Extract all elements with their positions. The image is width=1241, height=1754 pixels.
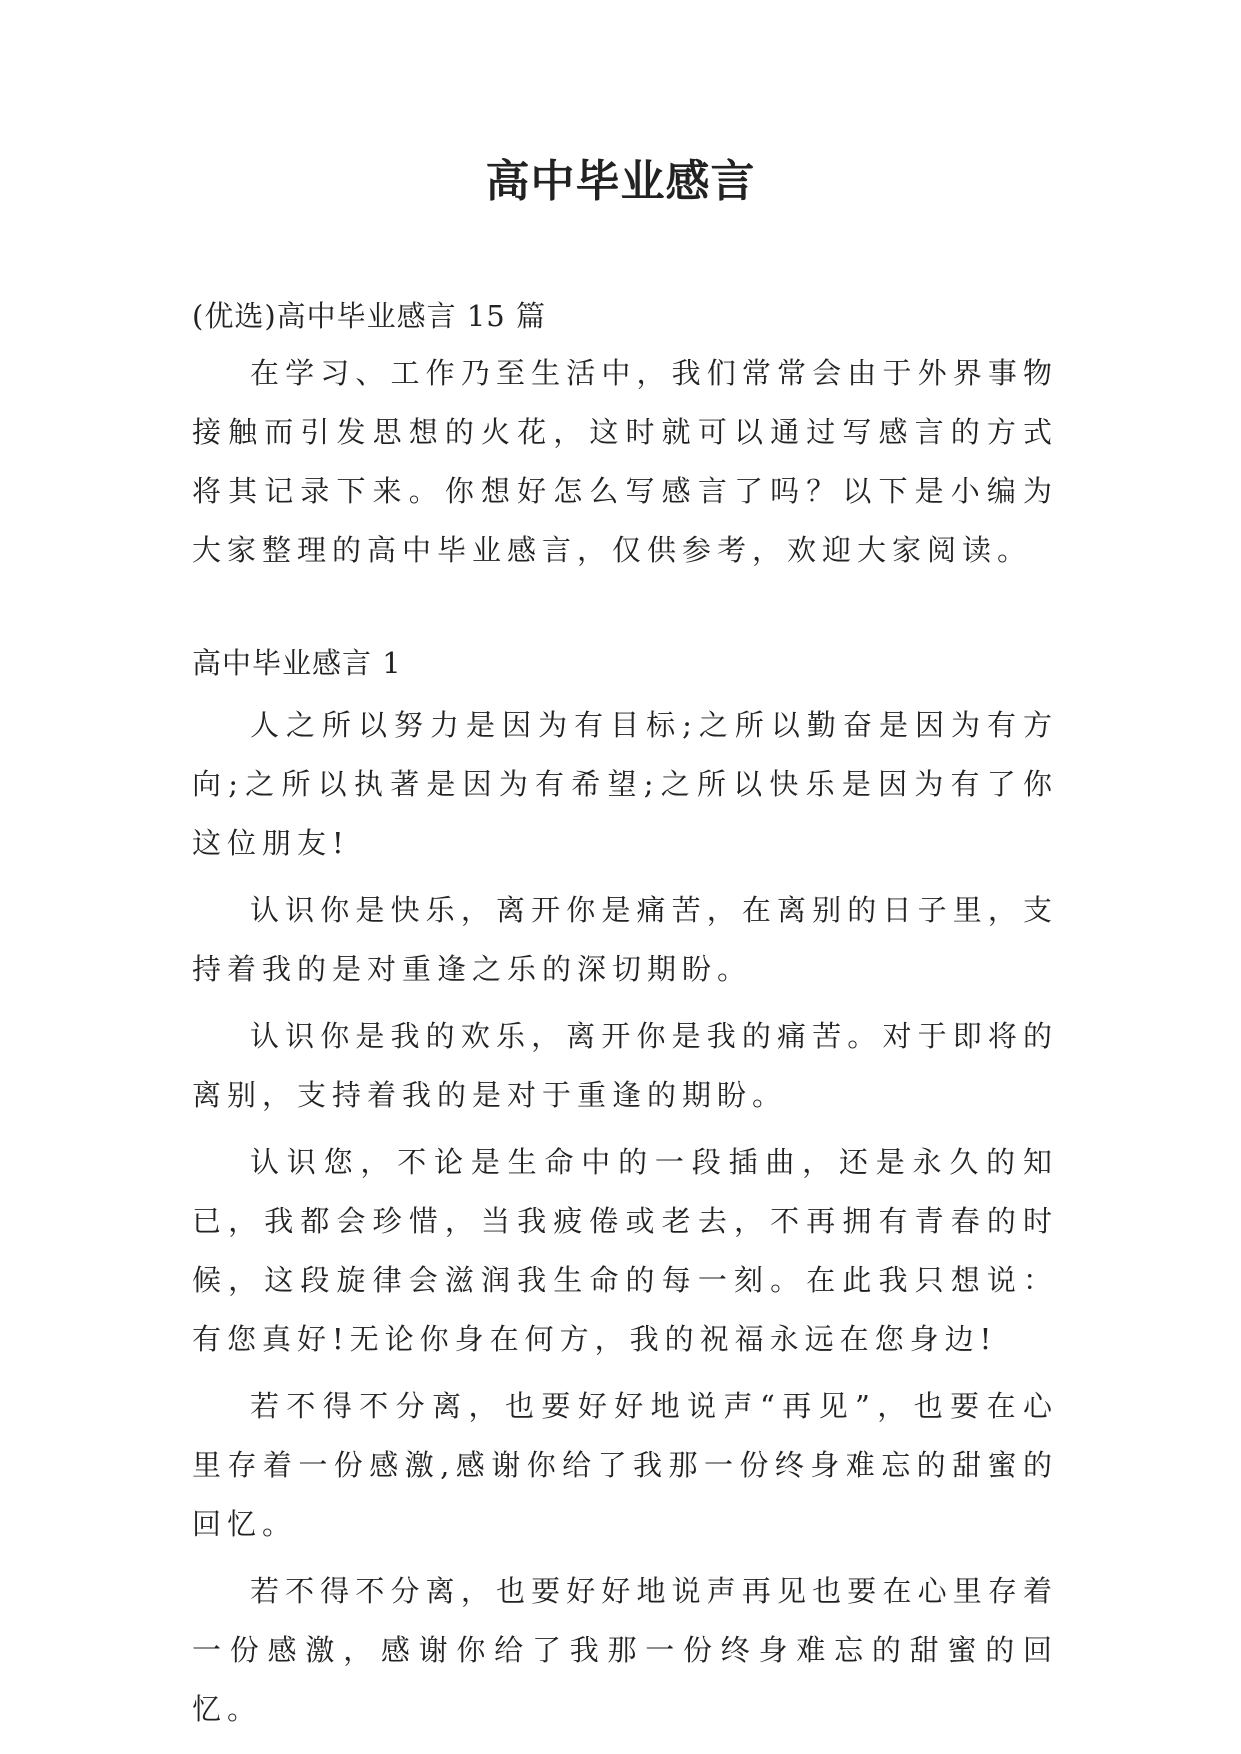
document-subtitle: (优选)高中毕业感言 15 篇: [192, 299, 546, 333]
document-title: 高中毕业感言: [485, 156, 756, 207]
section-body: [192, 696, 1058, 1739]
body-paragraph-3: 认识你是我的欢乐，离开你是我的痛苦。对于即将的离别，支持着我的是对于重逢的期盼。: [192, 1019, 1058, 1112]
body-paragraph-1: 人之所以努力是因为有目标;之所以勤奋是因为有方向;之所以执著是因为有希望;之所以快乐是因为有了你这位朋友!: [192, 708, 1058, 860]
body-paragraph-5: 若不得不分离，也要好好地说声“再见”，也要在心里存着一份感激,感谢你给了我那一份终身难忘的甜蜜的回忆。: [192, 1389, 1058, 1541]
intro-block: [192, 344, 1058, 580]
body-paragraph-2: 认识你是快乐，离开你是痛苦，在离别的日子里，支持着我的是对重逢之乐的深切期盼。: [192, 893, 1058, 986]
intro-paragraph: 在学习、工作乃至生活中，我们常常会由于外界事物接触而引发思想的火花，这时就可以通过写感言的方式将其记录下来。你想好怎么写感言了吗？以下是小编为大家整理的高中毕业感言，仅供参考，欢迎大家阅读。: [192, 356, 1058, 567]
body-paragraph-6: 若不得不分离，也要好好地说声再见也要在心里存着一份感激，感谢你给了我那一份终身难忘的甜蜜的回忆。: [192, 1574, 1058, 1726]
body-paragraph-4: 认识您，不论是生命中的一段插曲，还是永久的知已，我都会珍惜，当我疲倦或老去，不再拥有青春的时候，这段旋律会滋润我生命的每一刻。在此我只想说：有您真好!无论你身在何方，我的祝福永远在您身边!: [192, 1145, 1058, 1356]
section-heading: 高中毕业感言 1: [192, 646, 402, 680]
